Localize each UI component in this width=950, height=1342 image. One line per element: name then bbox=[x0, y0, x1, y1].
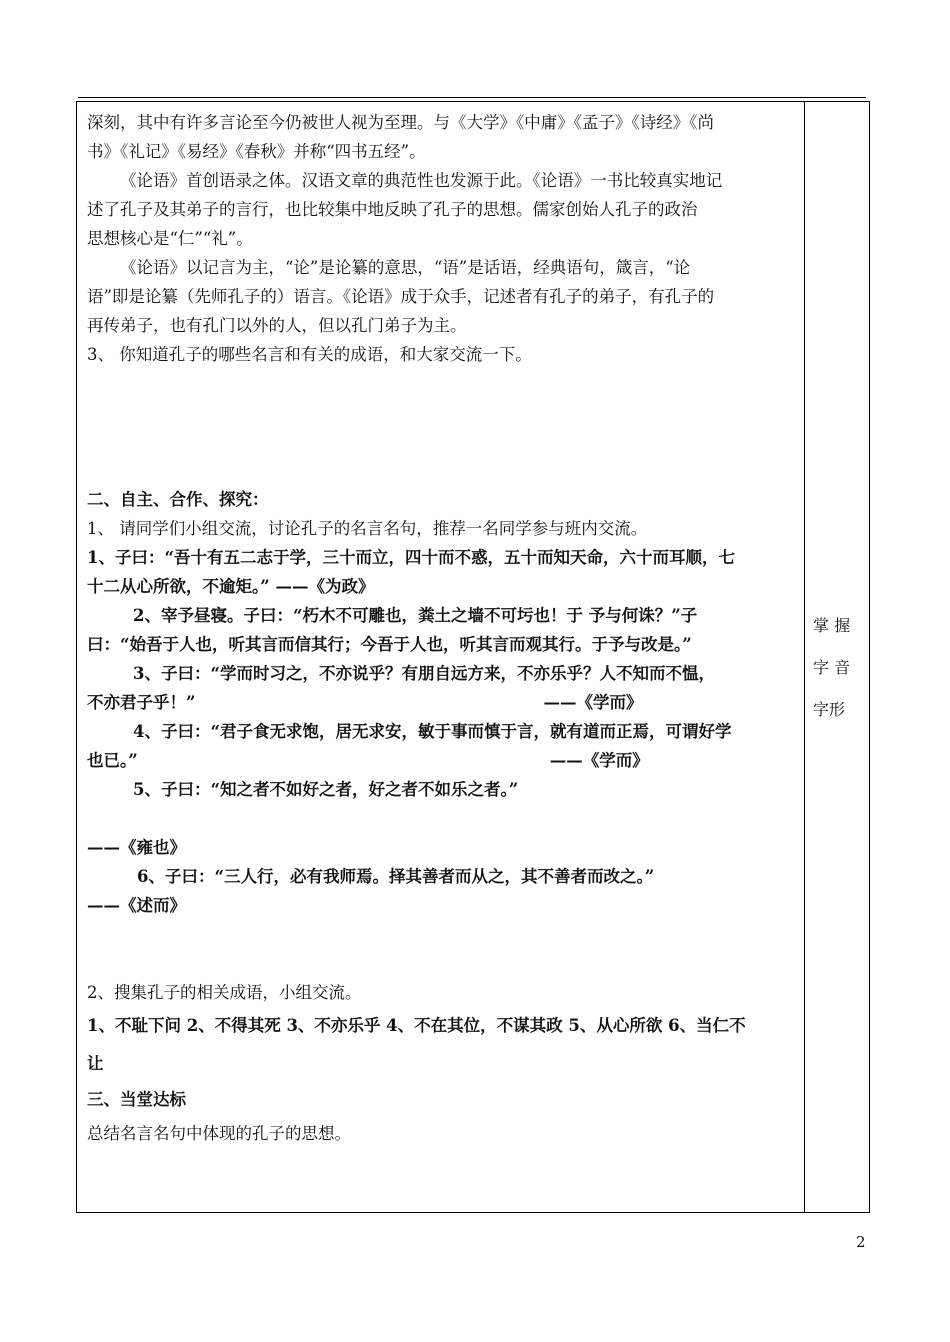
idioms-line: 1、不耻下问 2、不得其死 3、不亦乐乎 4、不在其位，不谋其政 5、从心所欲 6、当仁不 bbox=[87, 1016, 746, 1035]
intro-line: 述了孔子及其弟子的言行，也比较集中地反映了孔子的思想。儒家创始人孔子的政治 bbox=[87, 200, 698, 219]
column-divider bbox=[804, 102, 805, 1212]
quote-4-source: ——《学而》 bbox=[549, 751, 649, 770]
quote-1-line: 十二从心所欲，不逾矩。” ——《为政》 bbox=[87, 577, 375, 596]
quote-3-end: 不亦君子乎！” bbox=[87, 693, 196, 712]
intro-line: 语”即是论纂（先师孔子的）语言。《论语》成于众手，记述者有孔子的弟子，有孔子的 bbox=[87, 287, 715, 306]
intro-line: 深刻，其中有许多言论至今仍被世人视为至理。与《大学》《中庸》《孟子》《诗经》《尚 bbox=[87, 113, 714, 132]
question-3: 3、 你知道孔子的哪些名言和有关的成语，和大家交流一下。 bbox=[87, 345, 532, 364]
lesson-table bbox=[76, 101, 870, 1213]
quote-4-line bbox=[87, 746, 797, 775]
intro-line: 书》《礼记》《易经》《春秋》并称“四书五经”。 bbox=[87, 142, 426, 161]
section-2-heading: 二、自主、合作、探究： bbox=[87, 490, 269, 509]
intro-line: 《论语》首创语录之体。汉语文章的典范性也发源于此。《论语》一书比较真实地记 bbox=[120, 171, 723, 190]
quote-3-source: ——《学而》 bbox=[543, 693, 643, 712]
side-note-line: 掌 握 bbox=[813, 616, 851, 635]
intro-line: 再传弟子，也有孔门以外的人，但以孔门弟子为主。 bbox=[87, 316, 467, 335]
quote-4-line: 4、子曰：“君子食无求饱，居无求安，敏于事而慎于言，就有道而正焉，可谓好学 bbox=[133, 722, 732, 741]
quote-3-line bbox=[87, 688, 797, 717]
intro-line: 思想核心是“仁”“礼”。 bbox=[87, 229, 253, 248]
side-note-line: 字形 bbox=[813, 700, 846, 719]
quote-5-source: ——《雍也》 bbox=[87, 838, 186, 857]
task-1: 1、 请同学们小组交流，讨论孔子的名言名句，推荐一名同学参与班内交流。 bbox=[87, 519, 648, 538]
quote-5-line: 5、子曰：“知之者不如好之者，好之者不如乐之者。” bbox=[133, 780, 519, 799]
intro-line: 《论语》以记言为主，“论”是论纂的意思，“语”是话语，经典语句，箴言，“论 bbox=[120, 258, 691, 277]
side-note-cell bbox=[813, 605, 871, 731]
header-rule bbox=[78, 97, 866, 98]
task-2: 2、搜集孔子的相关成语，小组交流。 bbox=[87, 983, 362, 1002]
section-3-task: 总结名言名句中体现的孔子的思想。 bbox=[87, 1124, 351, 1143]
page-number: 2 bbox=[856, 1233, 866, 1251]
quote-2-line: 2、宰予昼寝。子曰：“朽木不可雕也，粪土之墙不可圬也！于 予与何诛？”子 bbox=[133, 606, 698, 625]
quote-2-line: 曰：“始吾于人也，听其言而信其行；今吾于人也，听其言而观其行。于予与改是。” bbox=[87, 635, 692, 654]
side-note-line: 字 音 bbox=[813, 658, 851, 677]
quote-1-line: 1、子曰：“吾十有五二志于学，三十而立，四十而不惑，五十而知天命，六十而耳顺，七 bbox=[87, 548, 735, 567]
quote-6-source: ——《述而》 bbox=[87, 896, 186, 915]
section-3-heading: 三、当堂达标 bbox=[87, 1090, 186, 1109]
quote-6-line: 6、子曰：“三人行，必有我师焉。择其善者而从之，其不善者而改之。” bbox=[137, 867, 655, 886]
quote-3-line: 3、子曰：“学而时习之，不亦说乎？有朋自远方来，不亦乐乎？人不知而不愠， bbox=[133, 664, 715, 683]
idioms-line: 让 bbox=[87, 1054, 104, 1073]
main-content-cell bbox=[87, 108, 797, 1151]
quote-4-end: 也已。” bbox=[87, 751, 138, 770]
